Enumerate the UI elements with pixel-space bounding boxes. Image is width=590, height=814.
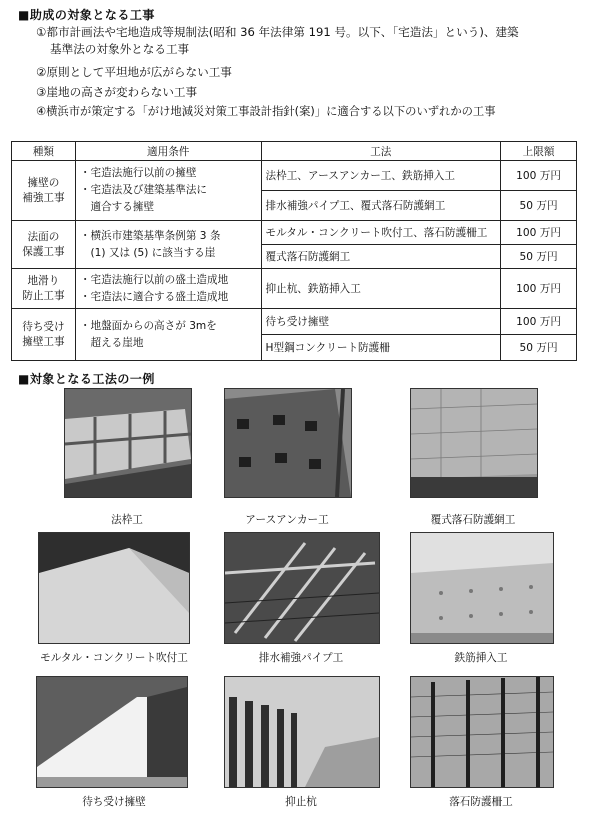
caption-drain-pipe: 排水補強パイプ工 bbox=[258, 652, 344, 664]
condition-1-line2: 基準法の対象外となる工事 bbox=[50, 41, 190, 56]
drain-pipe-photo bbox=[225, 533, 379, 643]
type-cell bbox=[12, 161, 76, 221]
condition-line: ・宅造法及び建築基準法に bbox=[79, 184, 208, 196]
condition-line: 適合する擁壁 bbox=[79, 201, 155, 213]
photo-drain-pipe bbox=[224, 532, 380, 644]
condition-line: ・宅造法施行以前の盛土造成地 bbox=[79, 273, 229, 286]
photo-covered-net bbox=[410, 388, 538, 498]
mortar-spray-photo bbox=[39, 533, 189, 643]
type-line: 擁壁工事 bbox=[22, 335, 65, 348]
caption-catch-wall: 待ち受け擁壁 bbox=[82, 796, 146, 808]
method-cell: 待ち受け擁壁 bbox=[261, 309, 501, 335]
method-cell: 排水補強パイプ工、覆式落石防護網工 bbox=[261, 191, 501, 221]
condition-2: ②原則として平坦地が広がらない工事 bbox=[36, 65, 232, 79]
type-cell bbox=[12, 309, 76, 361]
type-cell bbox=[12, 269, 76, 309]
amount-cell: 50 万円 bbox=[501, 191, 577, 221]
amount-cell: 50 万円 bbox=[501, 335, 577, 361]
type-cell bbox=[12, 221, 76, 269]
condition-line: ・宅造法施行以前の擁壁 bbox=[79, 167, 197, 179]
condition-line: (1) 又は (5) に該当する崖 bbox=[79, 246, 216, 259]
header-conditions: 適用条件 bbox=[75, 142, 261, 161]
type-line: 擁壁の bbox=[27, 176, 60, 189]
condition-line: 超える崖地 bbox=[79, 336, 144, 349]
deterrent-pile-photo bbox=[225, 677, 379, 787]
condition-1-line1: ①都市計画法や宅地造成等規制法(昭和 36 年法律第 191 号。以下、「宅造法」という)、建築 bbox=[36, 25, 519, 39]
amount-cell: 100 万円 bbox=[501, 161, 577, 191]
header-type: 種類 bbox=[12, 142, 76, 161]
caption-deterrent-pile: 抑止杭 bbox=[285, 796, 317, 808]
section-title-subsidy: ■助成の対象となる工事 bbox=[18, 8, 155, 22]
amount-cell: 50 万円 bbox=[501, 245, 577, 269]
rockfall-fence-photo bbox=[411, 677, 553, 787]
frame-work-photo bbox=[65, 389, 191, 497]
condition-3: ③崖地の高さが変わらない工事 bbox=[36, 85, 198, 99]
table-row bbox=[12, 309, 577, 335]
caption-rebar-insertion: 鉄筋挿入工 bbox=[454, 652, 508, 664]
condition-line: ・地盤面からの高さが 3mを bbox=[79, 319, 217, 332]
photo-rebar-insertion bbox=[410, 532, 554, 644]
method-cell: H型鋼コンクリート防護柵 bbox=[261, 335, 501, 361]
condition-line: ・横浜市建築基準条例第 3 条 bbox=[79, 229, 221, 242]
photo-earth-anchor bbox=[224, 388, 352, 498]
amount-cell: 100 万円 bbox=[501, 221, 577, 245]
catch-wall-photo bbox=[37, 677, 187, 787]
photo-frame-work bbox=[64, 388, 192, 498]
subsidy-table bbox=[11, 141, 577, 361]
conditions-cell bbox=[75, 161, 261, 221]
photo-catch-wall bbox=[36, 676, 188, 788]
amount-cell: 100 万円 bbox=[501, 269, 577, 309]
table-row bbox=[12, 221, 577, 245]
caption-earth-anchor: アースアンカー工 bbox=[245, 514, 329, 526]
condition-4: ④横浜市が策定する「がけ地減災対策工事設計指針(案)」に適合する以下のいずれかの工事 bbox=[36, 105, 496, 118]
condition-line: ・宅造法に適合する盛土造成地 bbox=[79, 290, 229, 303]
type-line: 地滑り bbox=[27, 274, 60, 287]
table-header-row bbox=[12, 142, 577, 161]
earth-anchor-photo bbox=[225, 389, 351, 497]
photo-mortar-spray bbox=[38, 532, 190, 644]
caption-mortar-spray: モルタル・コンクリート吹付工 bbox=[40, 652, 188, 664]
caption-covered-net: 覆式落石防護網工 bbox=[430, 514, 516, 526]
conditions-cell bbox=[75, 269, 261, 309]
caption-rockfall-fence: 落石防護柵工 bbox=[449, 796, 513, 808]
method-cell: モルタル・コンクリート吹付工、落石防護柵工 bbox=[261, 221, 501, 245]
type-line: 防止工事 bbox=[22, 289, 65, 302]
covered-net-photo bbox=[411, 389, 537, 497]
photo-deterrent-pile bbox=[224, 676, 380, 788]
amount-cell: 100 万円 bbox=[501, 309, 577, 335]
table-row bbox=[12, 269, 577, 309]
method-cell: 法枠工、アースアンカー工、鉄筋挿入工 bbox=[261, 161, 501, 191]
section-title-examples: ■対象となる工法の一例 bbox=[18, 372, 155, 386]
type-line: 待ち受け bbox=[22, 320, 65, 333]
header-limit: 上限額 bbox=[501, 142, 577, 161]
photo-rockfall-fence bbox=[410, 676, 554, 788]
type-line: 法面の bbox=[27, 230, 60, 243]
type-line: 保護工事 bbox=[22, 245, 65, 258]
method-cell: 抑止杭、鉄筋挿入工 bbox=[261, 269, 501, 309]
condition-1 bbox=[36, 24, 519, 58]
method-cell: 覆式落石防護網工 bbox=[261, 245, 501, 269]
conditions-cell bbox=[75, 221, 261, 269]
type-line: 補強工事 bbox=[22, 191, 65, 204]
header-method: 工法 bbox=[261, 142, 501, 161]
conditions-cell bbox=[75, 309, 261, 361]
table-row bbox=[12, 161, 577, 191]
rebar-insertion-photo bbox=[411, 533, 553, 643]
caption-frame-work: 法枠工 bbox=[111, 514, 143, 526]
